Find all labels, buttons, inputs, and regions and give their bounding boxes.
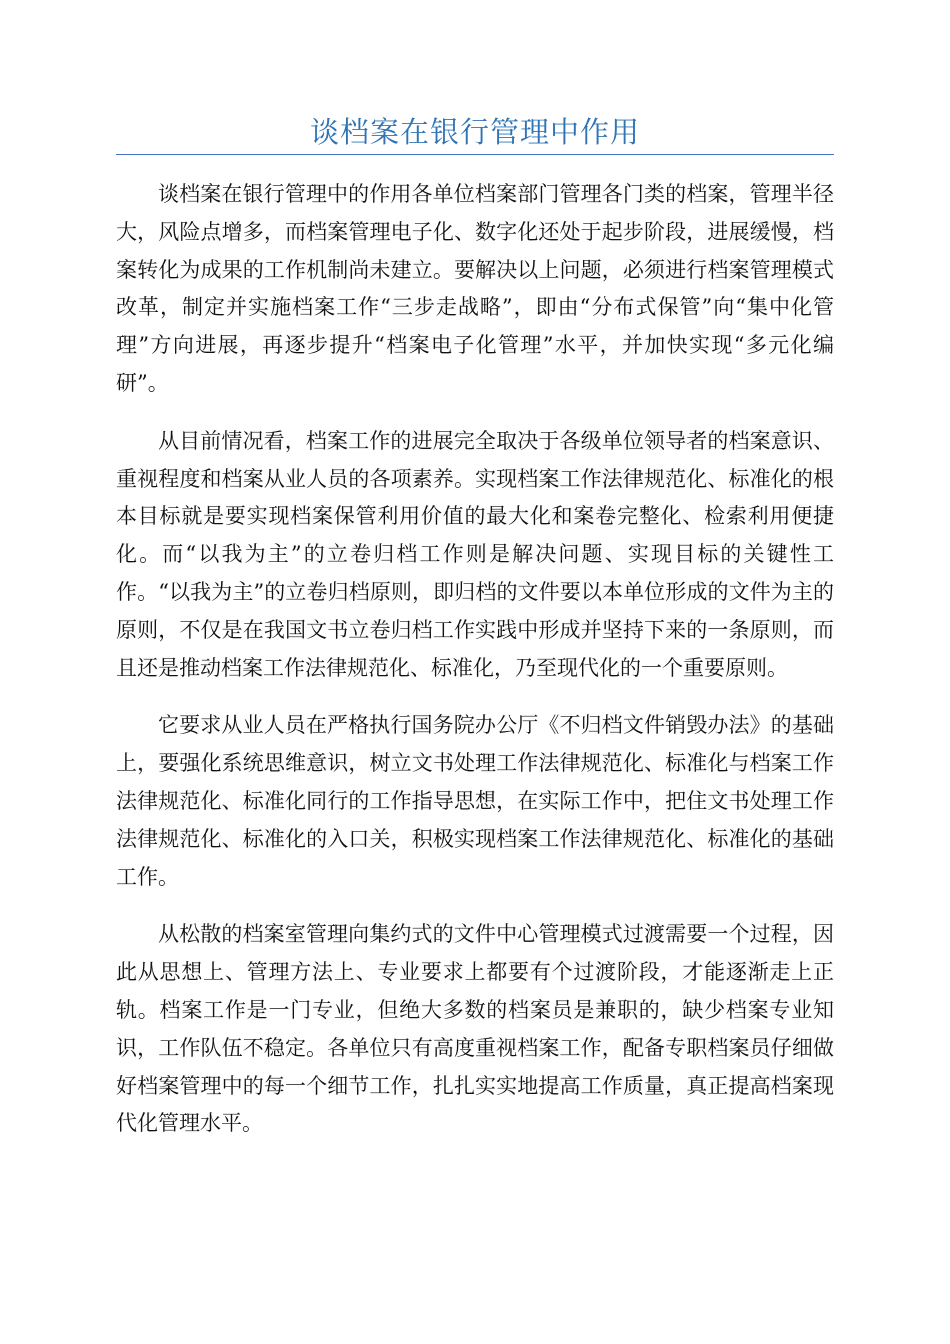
document-body <box>116 176 834 1163</box>
paragraph-2: 从目前情况看，档案工作的进展完全取决于各级单位领导者的档案意识、重视程度和档案从业人员的各项素养。实现档案工作法律规范化、标准化的根本目标就是要实现档案保管利用价值的最大化和案卷完整化、检索利用便捷化。而“以我为主”的立卷归档工作则是解决问题、实现目标的关键性工作。“以我为主”的立卷归档原则，即归档的文件要以本单位形成的文件为主的原则，不仅是在我国文书立卷归档工作实践中形成并坚持下来的一条原则，而且还是推动档案工作法律规范化、标准化，乃至现代化的一个重要原则。 <box>116 428 834 680</box>
paragraph-1: 谈档案在银行管理中的作用各单位档案部门管理各门类的档案，管理半径大，风险点增多，而档案管理电子化、数字化还处于起步阶段，进展缓慢，档案转化为成果的工作机制尚未建立。要解决以上问题，必须进行档案管理模式改革，制定并实施档案工作“三步走战略”，即由“分布式保管”向“集中化管理”方向进展，再逐步提升“档案电子化管理”水平，并加快实现“多元化编研”。 <box>116 182 834 395</box>
paragraph-4: 从松散的档案室管理向集约式的文件中心管理模式过渡需要一个过程，因此从思想上、管理方法上、专业要求上都要有个过渡阶段，才能逐渐走上正轨。档案工作是一门专业，但绝大多数的档案员是兼职的，缺少档案专业知识，工作队伍不稳定。各单位只有高度重视档案工作，配备专职档案员仔细做好档案管理中的每一个细节工作，扎扎实实地提高工作质量，真正提高档案现代化管理水平。 <box>116 922 834 1136</box>
title-underline <box>116 154 834 155</box>
document-title: 谈档案在银行管理中作用 <box>309 115 640 149</box>
paragraph-3: 它要求从业人员在严格执行国务院办公厅《不归档文件销毁办法》的基础上，要强化系统思维意识，树立文书处理工作法律规范化、标准化与档案工作法律规范化、标准化同行的工作指导思想，在实际工作中，把住文书处理工作法律规范化、标准化的入口关，积极实现档案工作法律规范化、标准化的基础工作。 <box>116 713 834 889</box>
